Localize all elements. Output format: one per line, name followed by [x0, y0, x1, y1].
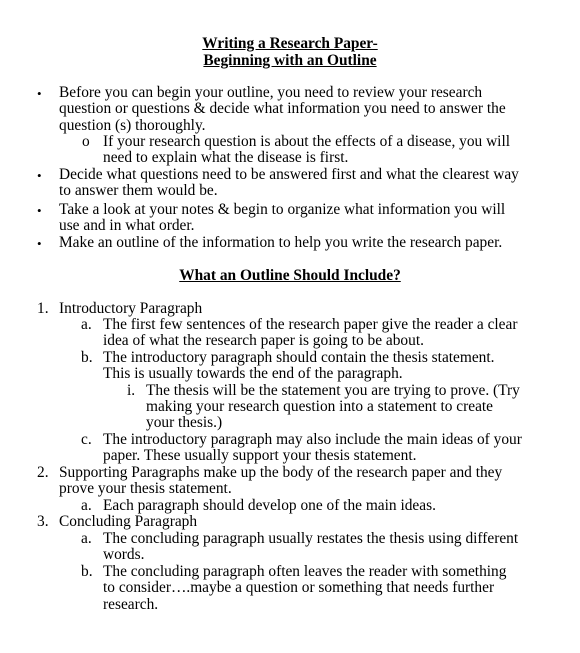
outline-number: 3.: [37, 513, 49, 530]
outline-number: 2.: [37, 464, 49, 481]
outline-subitem-line: research.: [103, 596, 159, 613]
bullet-text-line: Take a look at your notes & begin to organize what information you will: [59, 201, 506, 218]
outline-subitem-line: words.: [103, 546, 145, 563]
outline-letter: a.: [81, 530, 92, 547]
outline-letter: a.: [81, 497, 92, 514]
outline-subitem-line: Each paragraph should develop one of the main ideas.: [103, 497, 436, 514]
outline-subitem-line: This is usually towards the end of the paragraph.: [103, 365, 403, 382]
section-heading: What an Outline Should Include?: [179, 267, 401, 284]
outline-roman: i.: [127, 382, 136, 399]
outline-subsubitem-line: making your research question into a statement to create: [146, 398, 494, 415]
outline-number: 1.: [37, 300, 49, 317]
outline-letter: b.: [81, 563, 93, 580]
outline-subsubitem-line: The thesis will be the statement you are trying to prove. (Try: [146, 382, 520, 399]
outline-subitem-line: The concluding paragraph usually restates the thesis using different: [103, 530, 519, 547]
outline-text-line: Supporting Paragraphs make up the body of the research paper and they: [59, 464, 503, 481]
outline-subitem-line: The introductory paragraph may also include the main ideas of your: [103, 431, 522, 448]
outline-subitem-line: to consider….maybe a question or something that needs further: [103, 579, 495, 596]
outline-subitem-line: The concluding paragraph often leaves the reader with something: [103, 563, 507, 580]
outline-letter: c.: [81, 431, 92, 448]
bullet-text-line: use and in what order.: [59, 217, 195, 234]
bullet-text-line: Before you can begin your outline, you need to review your research: [59, 84, 483, 101]
bullet-text-line: to answer them would be.: [59, 182, 218, 199]
outline-letter: a.: [81, 316, 92, 333]
outline-subitem-line: The introductory paragraph should contain the thesis statement.: [103, 349, 495, 366]
sub-bullet-text-line: If your research question is about the effects of a disease, you will: [103, 133, 511, 150]
bullet-text-line: question (s) thoroughly.: [59, 117, 206, 134]
outline-text-line: Introductory Paragraph: [59, 300, 203, 317]
outline-subitem-line: idea of what the research paper is going to be about.: [103, 332, 424, 349]
outline-text-line: prove your thesis statement.: [59, 480, 232, 497]
outline-text-line: Concluding Paragraph: [59, 513, 198, 530]
bullet-marker: •: [37, 86, 42, 101]
document-title-line-2: Beginning with an Outline: [203, 52, 377, 69]
bullet-marker: •: [37, 168, 42, 183]
bullet-text-line: Make an outline of the information to help you write the research paper.: [59, 234, 503, 251]
outline-subitem-line: The first few sentences of the research paper give the reader a clear: [103, 316, 518, 333]
sub-bullet-text-line: need to explain what the disease is first.: [103, 149, 349, 166]
bullet-text-line: Decide what questions need to be answered first and what the clearest way: [59, 166, 519, 183]
bullet-marker: •: [37, 203, 42, 218]
sub-bullet-marker: o: [82, 133, 90, 150]
bullet-text-line: question or questions & decide what information you need to answer the: [59, 100, 506, 117]
outline-letter: b.: [81, 349, 93, 366]
outline-subitem-line: paper. These usually support your thesis statement.: [103, 447, 417, 464]
document-title-line-1: Writing a Research Paper-: [202, 35, 378, 52]
outline-subsubitem-line: your thesis.): [146, 414, 223, 431]
bullet-marker: •: [37, 236, 42, 251]
